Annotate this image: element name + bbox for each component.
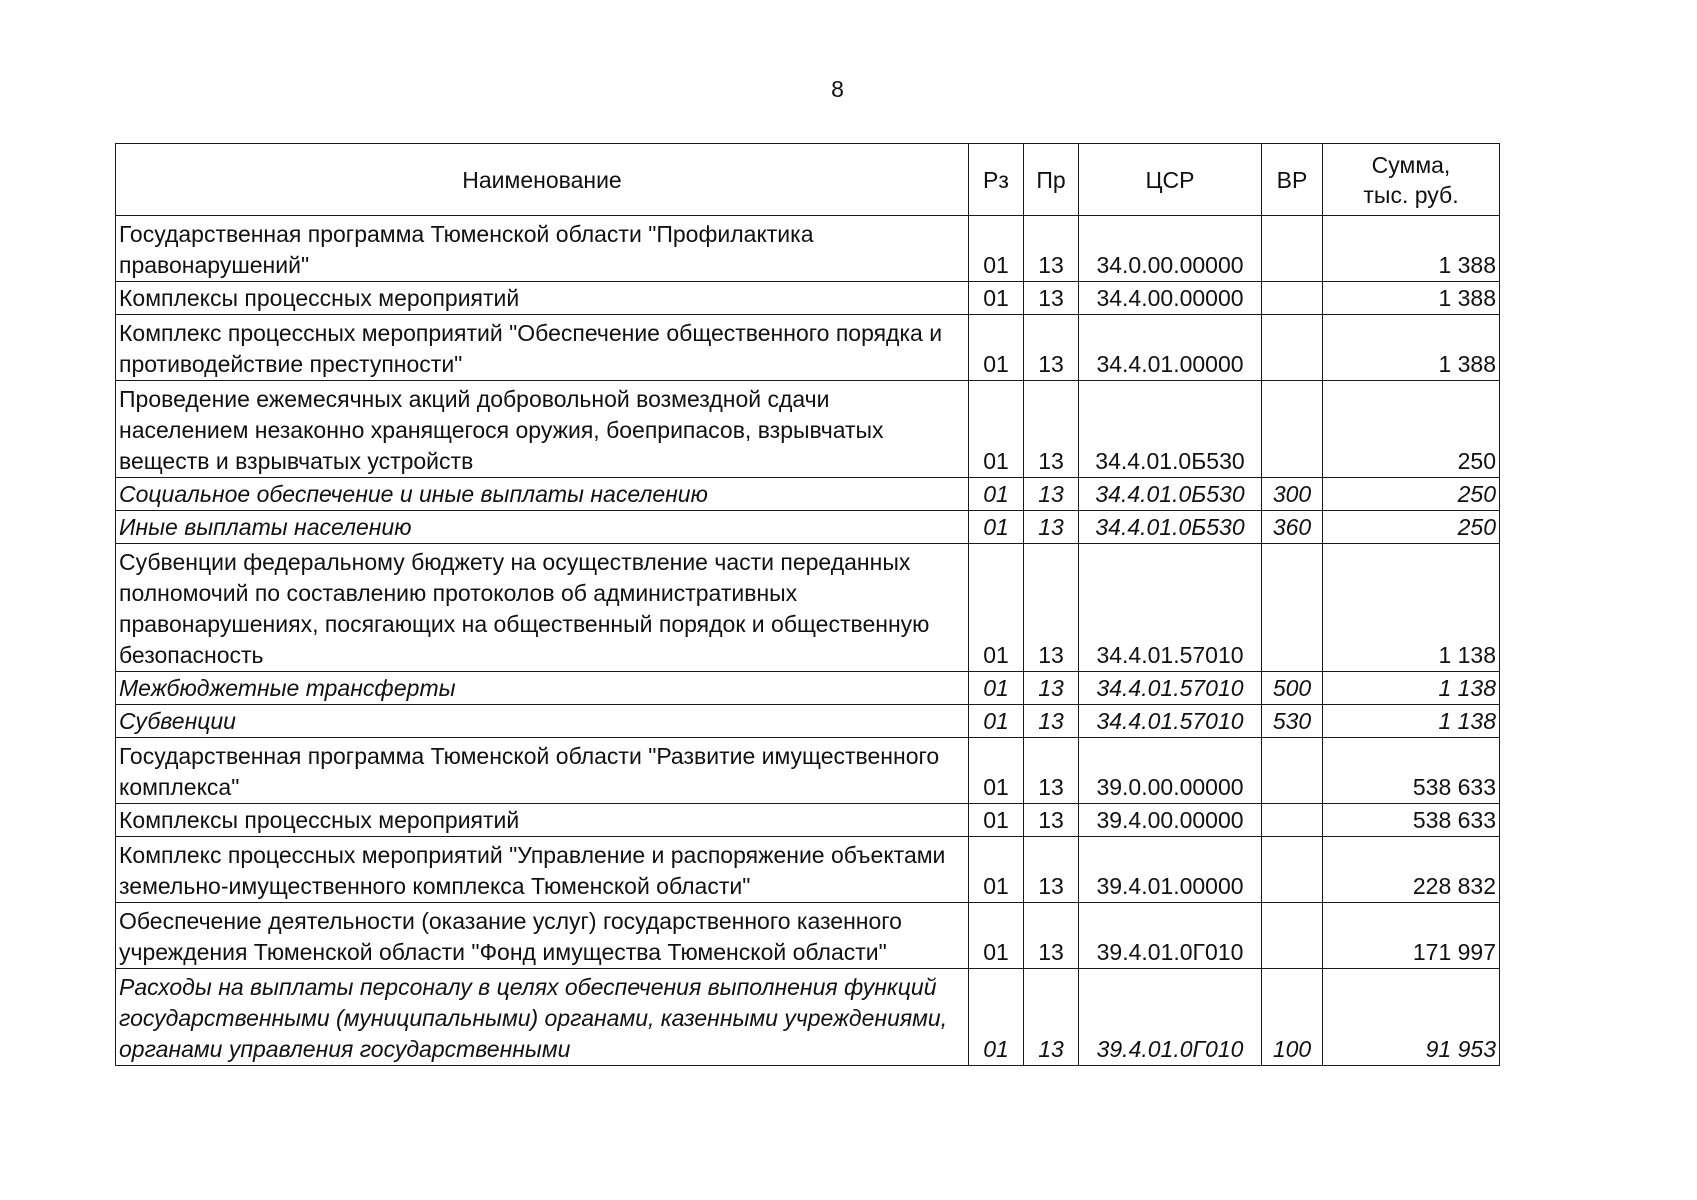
cell-name: Государственная программа Тюменской области "Развитие имущественного комплекса" — [116, 738, 969, 804]
cell-rz: 01 — [969, 837, 1024, 903]
cell-rz: 01 — [969, 544, 1024, 672]
cell-sum: 538 633 — [1323, 804, 1500, 837]
table-row — [116, 282, 1500, 315]
cell-name: Межбюджетные трансферты — [116, 672, 969, 705]
budget-table — [115, 143, 1500, 1066]
cell-sum: 250 — [1323, 381, 1500, 478]
cell-sum: 250 — [1323, 478, 1500, 511]
cell-vr — [1262, 738, 1323, 804]
cell-sum: 91 953 — [1323, 969, 1500, 1066]
cell-vr — [1262, 804, 1323, 837]
header-sum-line2: тыс. руб. — [1363, 181, 1459, 208]
header-vr: ВР — [1262, 144, 1323, 216]
page-cut-mask — [115, 1069, 1499, 1083]
cell-sum: 1 388 — [1323, 315, 1500, 381]
cell-rz: 01 — [969, 705, 1024, 738]
cell-pr: 13 — [1024, 381, 1079, 478]
cell-name: Социальное обеспечение и иные выплаты населению — [116, 478, 969, 511]
cell-pr: 13 — [1024, 478, 1079, 511]
cell-name: Проведение ежемесячных акций добровольной возмездной сдачи населением незаконно хранящегося оружия, боеприпасов, взрывчатых веществ и взрывчатых устройств — [116, 381, 969, 478]
table-row — [116, 969, 1500, 1066]
cell-vr — [1262, 315, 1323, 381]
header-rz: Рз — [969, 144, 1024, 216]
cell-sum: 1 388 — [1323, 282, 1500, 315]
cell-sum: 228 832 — [1323, 837, 1500, 903]
cell-csr: 34.4.01.00000 — [1079, 315, 1262, 381]
cell-rz: 01 — [969, 969, 1024, 1066]
cell-rz: 01 — [969, 478, 1024, 511]
cell-csr: 39.0.00.00000 — [1079, 738, 1262, 804]
cell-rz: 01 — [969, 738, 1024, 804]
cell-name: Комплекс процессных мероприятий "Управление и распоряжение объектами земельно-имущественного комплекса Тюменской области" — [116, 837, 969, 903]
table-row — [116, 804, 1500, 837]
cell-csr: 34.4.01.0Б530 — [1079, 478, 1262, 511]
cell-pr: 13 — [1024, 804, 1079, 837]
cell-pr: 13 — [1024, 544, 1079, 672]
cell-vr — [1262, 381, 1323, 478]
table-row — [116, 705, 1500, 738]
cell-name: Иные выплаты населению — [116, 511, 969, 544]
cell-rz: 01 — [969, 672, 1024, 705]
cell-pr: 13 — [1024, 837, 1079, 903]
cell-name: Обеспечение деятельности (оказание услуг) государственного казенного учреждения Тюменской области "Фонд имущества Тюменской области" — [116, 903, 969, 969]
cell-sum: 250 — [1323, 511, 1500, 544]
cell-rz: 01 — [969, 511, 1024, 544]
cell-vr — [1262, 837, 1323, 903]
cell-csr: 39.4.01.0Г010 — [1079, 903, 1262, 969]
cell-csr: 34.4.01.0Б530 — [1079, 511, 1262, 544]
cell-sum: 1 138 — [1323, 705, 1500, 738]
cell-name: Комплексы процессных мероприятий — [116, 282, 969, 315]
cell-csr: 34.4.00.00000 — [1079, 282, 1262, 315]
cell-name: Субвенции — [116, 705, 969, 738]
cell-sum: 538 633 — [1323, 738, 1500, 804]
table-row — [116, 837, 1500, 903]
cell-pr: 13 — [1024, 969, 1079, 1066]
cell-vr — [1262, 544, 1323, 672]
cell-pr: 13 — [1024, 315, 1079, 381]
table-row — [116, 672, 1500, 705]
table-row — [116, 315, 1500, 381]
cell-vr: 360 — [1262, 511, 1323, 544]
cell-pr: 13 — [1024, 282, 1079, 315]
table-row — [116, 381, 1500, 478]
cell-vr: 300 — [1262, 478, 1323, 511]
cell-csr: 39.4.01.00000 — [1079, 837, 1262, 903]
cell-pr: 13 — [1024, 738, 1079, 804]
cell-csr: 34.0.00.00000 — [1079, 216, 1262, 282]
cell-name: Государственная программа Тюменской области "Профилактика правонарушений" — [116, 216, 969, 282]
cell-rz: 01 — [969, 282, 1024, 315]
cell-pr: 13 — [1024, 903, 1079, 969]
table-row — [116, 216, 1500, 282]
cell-name: Комплекс процессных мероприятий "Обеспечение общественного порядка и противодействие преступности" — [116, 315, 969, 381]
cell-pr: 13 — [1024, 672, 1079, 705]
cell-vr: 100 — [1262, 969, 1323, 1066]
header-sum — [1323, 144, 1500, 216]
cell-csr: 34.4.01.57010 — [1079, 672, 1262, 705]
cell-csr: 39.4.01.0Г010 — [1079, 969, 1262, 1066]
cell-csr: 34.4.01.57010 — [1079, 705, 1262, 738]
cell-pr: 13 — [1024, 511, 1079, 544]
table-body — [116, 216, 1500, 1066]
cell-csr: 34.4.01.57010 — [1079, 544, 1262, 672]
table-row — [116, 511, 1500, 544]
table-row — [116, 544, 1500, 672]
cell-rz: 01 — [969, 804, 1024, 837]
table-row — [116, 903, 1500, 969]
header-pr: Пр — [1024, 144, 1079, 216]
cell-rz: 01 — [969, 216, 1024, 282]
cell-name: Субвенции федеральному бюджету на осуществление части переданных полномочий по составлению протоколов об административных правонарушениях, посягающих на общественный порядок и общественную безопасность — [116, 544, 969, 672]
cell-sum: 1 388 — [1323, 216, 1500, 282]
cell-rz: 01 — [969, 903, 1024, 969]
cell-name: Расходы на выплаты персоналу в целях обеспечения выполнения функций государственными (муниципальными) органами, казенными учреждениями, органами управления государственными — [116, 969, 969, 1066]
cell-vr: 530 — [1262, 705, 1323, 738]
cell-sum: 1 138 — [1323, 672, 1500, 705]
cell-vr — [1262, 282, 1323, 315]
cell-vr — [1262, 216, 1323, 282]
cell-vr — [1262, 903, 1323, 969]
cell-csr: 39.4.00.00000 — [1079, 804, 1262, 837]
page-number: 8 — [831, 76, 844, 102]
cell-vr: 500 — [1262, 672, 1323, 705]
cell-pr: 13 — [1024, 705, 1079, 738]
header-name: Наименование — [116, 144, 969, 216]
cell-rz: 01 — [969, 315, 1024, 381]
cell-name: Комплексы процессных мероприятий — [116, 804, 969, 837]
header-sum-line1: Сумма, — [1371, 151, 1451, 178]
table-row — [116, 738, 1500, 804]
table-row — [116, 478, 1500, 511]
table-header-row — [116, 144, 1500, 216]
cell-csr: 34.4.01.0Б530 — [1079, 381, 1262, 478]
cell-sum: 1 138 — [1323, 544, 1500, 672]
header-csr: ЦСР — [1079, 144, 1262, 216]
cell-rz: 01 — [969, 381, 1024, 478]
cell-pr: 13 — [1024, 216, 1079, 282]
cell-sum: 171 997 — [1323, 903, 1500, 969]
